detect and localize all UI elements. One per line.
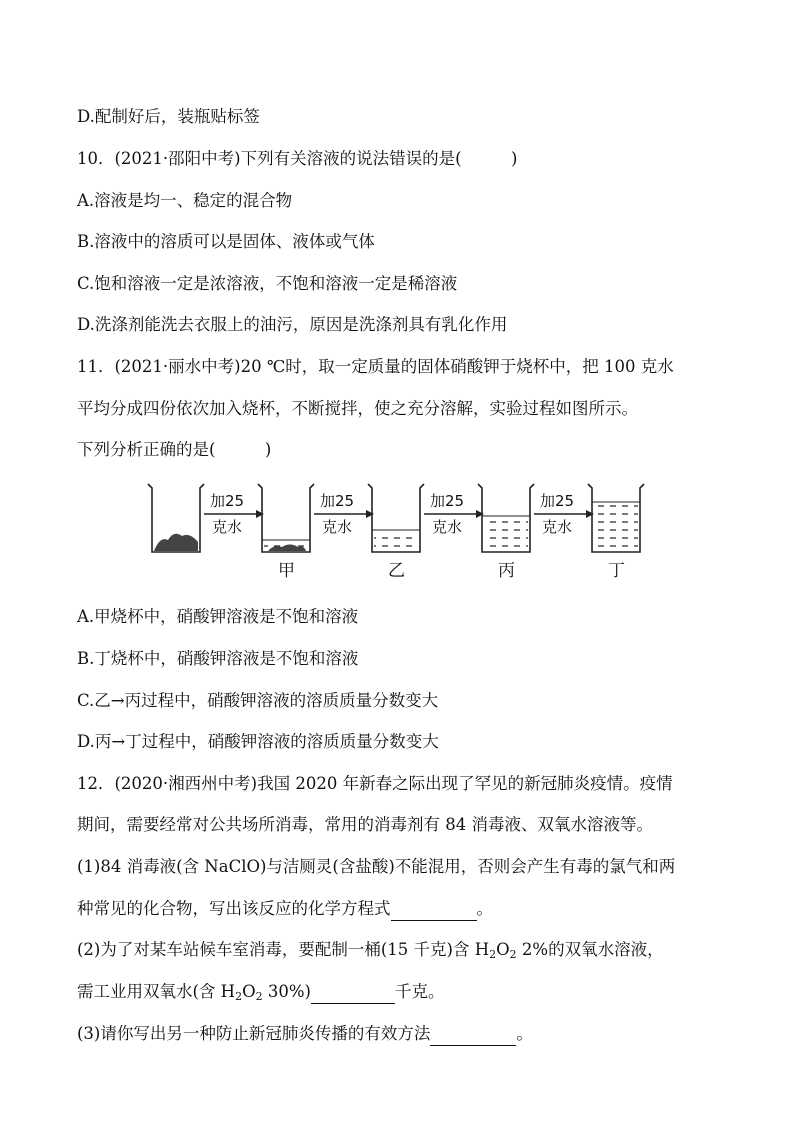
arrow-label-top: 加25 — [210, 492, 245, 510]
question-12-part2: (2)为了对某车站候车室消毒，要配制一桶(15 千克)含 $H_2O_2$ 2%的双氧水溶液， — [77, 940, 664, 961]
beaker-label: 丁 — [608, 561, 625, 581]
option-11d: D.丙→丁过程中，硝酸钾溶液的溶质质量分数变大 — [77, 732, 439, 751]
question-12-part1: (1)84 消毒液(含 NaClO)与洁厕灵(含盐酸)不能混用，否则会产生有毒的氯气和两 — [77, 857, 676, 876]
beaker-experiment-figure — [140, 470, 660, 582]
question-12-line1: 12．(2020·湘西州中考)我国 2020 年新春之际出现了罕见的新冠肺炎疫情。疫情 — [77, 774, 673, 793]
question-11-line2: 平均分成四份依次加入烧杯，不断搅拌，使之充分溶解，实验过程如图所示。 — [77, 399, 638, 418]
arrow-label-bottom: 克水 — [432, 518, 463, 536]
beaker-initial — [148, 484, 204, 552]
question-12-line2: 期间，需要经常对公共场所消毒，常用的消毒剂有 84 消毒液、双氧水溶液等。 — [77, 815, 653, 834]
answer-blank-mass[interactable] — [311, 981, 395, 1004]
arrow-add-water-3 — [424, 492, 484, 536]
question-10: 10．(2021·邵阳中考)下列有关溶液的说法错误的是( ) — [77, 149, 518, 168]
beaker-yi — [368, 484, 424, 581]
option-11a: A.甲烧杯中，硝酸钾溶液是不饱和溶液 — [77, 607, 359, 626]
beaker-jia — [258, 484, 314, 581]
arrow-label-bottom: 克水 — [322, 518, 353, 536]
option-10a: A.溶液是均一、稳定的混合物 — [77, 191, 293, 210]
arrow-add-water-1 — [204, 492, 264, 536]
option-9d: D.配制好后，装瓶贴标签 — [77, 107, 260, 126]
arrow-label-top: 加25 — [320, 492, 355, 510]
question-11-line3: 下列分析正确的是( ) — [77, 440, 272, 459]
beaker-label: 乙 — [388, 561, 405, 581]
option-10b: B.溶液中的溶质可以是固体、液体或气体 — [77, 232, 375, 251]
question-12-part2-cont: 需工业用双氧水(含 $H_2O_2$ 30%) 千克。 — [77, 982, 445, 1003]
beaker-ding — [588, 484, 644, 581]
beaker-bing — [478, 484, 534, 581]
option-10c: C.饱和溶液一定是浓溶液，不饱和溶液一定是稀溶液 — [77, 274, 458, 293]
question-12-part1-cont: 种常见的化合物，写出该反应的化学方程式 。 — [77, 898, 493, 921]
answer-blank-equation[interactable] — [391, 898, 477, 921]
beaker-label: 丙 — [498, 561, 515, 581]
arrow-label-bottom: 克水 — [542, 518, 573, 536]
arrow-add-water-2 — [314, 492, 374, 536]
option-11b: B.丁烧杯中，硝酸钾溶液是不饱和溶液 — [77, 649, 359, 668]
arrow-label-top: 加25 — [540, 492, 575, 510]
answer-blank-method[interactable] — [430, 1023, 516, 1046]
question-12-part3: (3)请你写出另一种防止新冠肺炎传播的有效方法 。 — [77, 1023, 533, 1046]
arrow-label-top: 加25 — [430, 492, 465, 510]
option-10d: D.洗涤剂能洗去衣服上的油污，原因是洗涤剂具有乳化作用 — [77, 315, 508, 334]
question-11-line1: 11．(2021·丽水中考)20 ℃时，取一定质量的固体硝酸钾于烧杯中，把 100 克水 — [77, 357, 674, 376]
arrow-add-water-4 — [534, 492, 594, 536]
option-11c: C.乙→丙过程中，硝酸钾溶液的溶质质量分数变大 — [77, 691, 439, 710]
beaker-label: 甲 — [278, 561, 295, 581]
arrow-label-bottom: 克水 — [212, 518, 243, 536]
